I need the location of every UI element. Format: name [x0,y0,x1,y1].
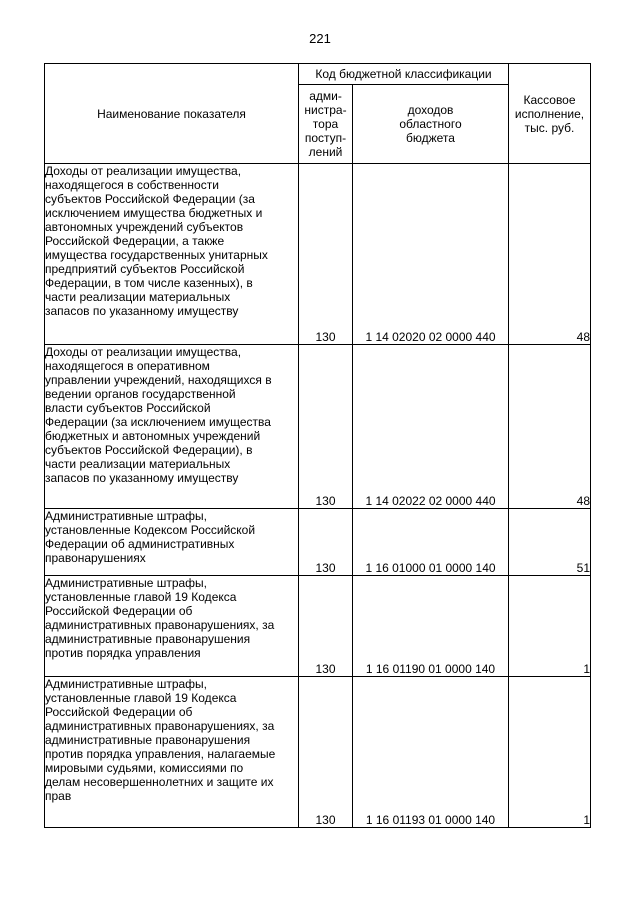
table-row [45,576,591,677]
income-code-cell [353,164,509,345]
income-code-cell [353,345,509,509]
administrator-code: 130 [315,662,336,676]
table-row [45,164,591,345]
administrator-code: 130 [315,561,336,575]
income-code: 1 16 01193 01 0000 140 [365,813,496,827]
administrator-code: 130 [315,494,336,508]
indicator-header-label: Наименование показателя [97,106,246,121]
indicator-name: Доходы от реализации имущества, находящегося в оперативном управлении учреждений, находящихся в ведении органов государственной власти субъектов Российской Федерации (за исключением имущества бюджетных и автономных учреждений субъектов Российской Федерации), в части реализации материальных запасов по указанному имуществу [45,345,272,485]
table-row [45,345,591,509]
budget-code-header [299,64,509,85]
indicator-name-cell [45,509,299,576]
regional-income-header-label: доходов областного бюджета [399,103,462,145]
budget-table [44,63,591,828]
indicator-name-cell [45,576,299,677]
budget-code-header-label: Код бюджетной классификации [315,67,492,81]
administrator-header-label: адми- нистра- тора поступ- лений [304,89,347,159]
administrator-code-cell [299,576,353,677]
administrator-code: 130 [315,813,336,827]
indicator-name: Административные штрафы, установленные главой 19 Кодекса Российской Федерации об административных правонарушениях, за административные правонарушения против порядка управления [45,576,275,660]
administrator-code: 130 [315,330,336,344]
income-code: 1 16 01000 01 0000 140 [365,561,496,575]
page-number: 221 [309,31,331,46]
administrator-code-cell [299,164,353,345]
amount-cell [509,576,591,677]
income-code-cell [353,509,509,576]
regional-income-header [353,85,509,164]
administrator-code-cell [299,345,353,509]
amount-cell [509,509,591,576]
income-code-cell [353,576,509,677]
amount-cell [509,345,591,509]
income-code-cell [353,677,509,828]
income-code: 1 14 02020 02 0000 440 [365,330,496,344]
indicator-name: Административные штрафы, установленные главой 19 Кодекса Российской Федерации об административных правонарушениях, за административные правонарушения против порядка управления, налагаемые мировыми судьями, комиссиями по делам несовершеннолетних и защите их прав [45,677,276,803]
amount-cell [509,677,591,828]
amount-value: 48 [576,330,590,344]
indicator-name-cell [45,345,299,509]
administrator-header [299,85,353,164]
table-row [45,509,591,576]
indicator-name: Административные штрафы, установленные Кодексом Российской Федерации об административных правонарушениях [45,509,256,565]
indicator-header [45,64,299,164]
amount-value: 1 [583,813,590,827]
amount-cell [509,164,591,345]
income-code: 1 16 01190 01 0000 140 [365,662,496,676]
administrator-code-cell [299,509,353,576]
amount-value: 48 [576,494,590,508]
indicator-name: Доходы от реализации имущества, находящегося в собственности субъектов Российской Федерации (за исключением имущества бюджетных и автономных учреждений субъектов Российской Федерации, а также имущества государственных унитарных предприятий субъектов Российской Федерации, в том числе казенных), в части реализации материальных запасов по указанному имуществу [45,164,268,318]
table-row [45,677,591,828]
amount-value: 1 [583,662,590,676]
cash-execution-header [509,64,591,164]
amount-value: 51 [576,561,590,575]
indicator-name-cell [45,677,299,828]
administrator-code-cell [299,677,353,828]
indicator-name-cell [45,164,299,345]
cash-execution-header-label: Кассовое исполнение, тыс. руб. [514,92,585,135]
income-code: 1 14 02022 02 0000 440 [365,494,496,508]
